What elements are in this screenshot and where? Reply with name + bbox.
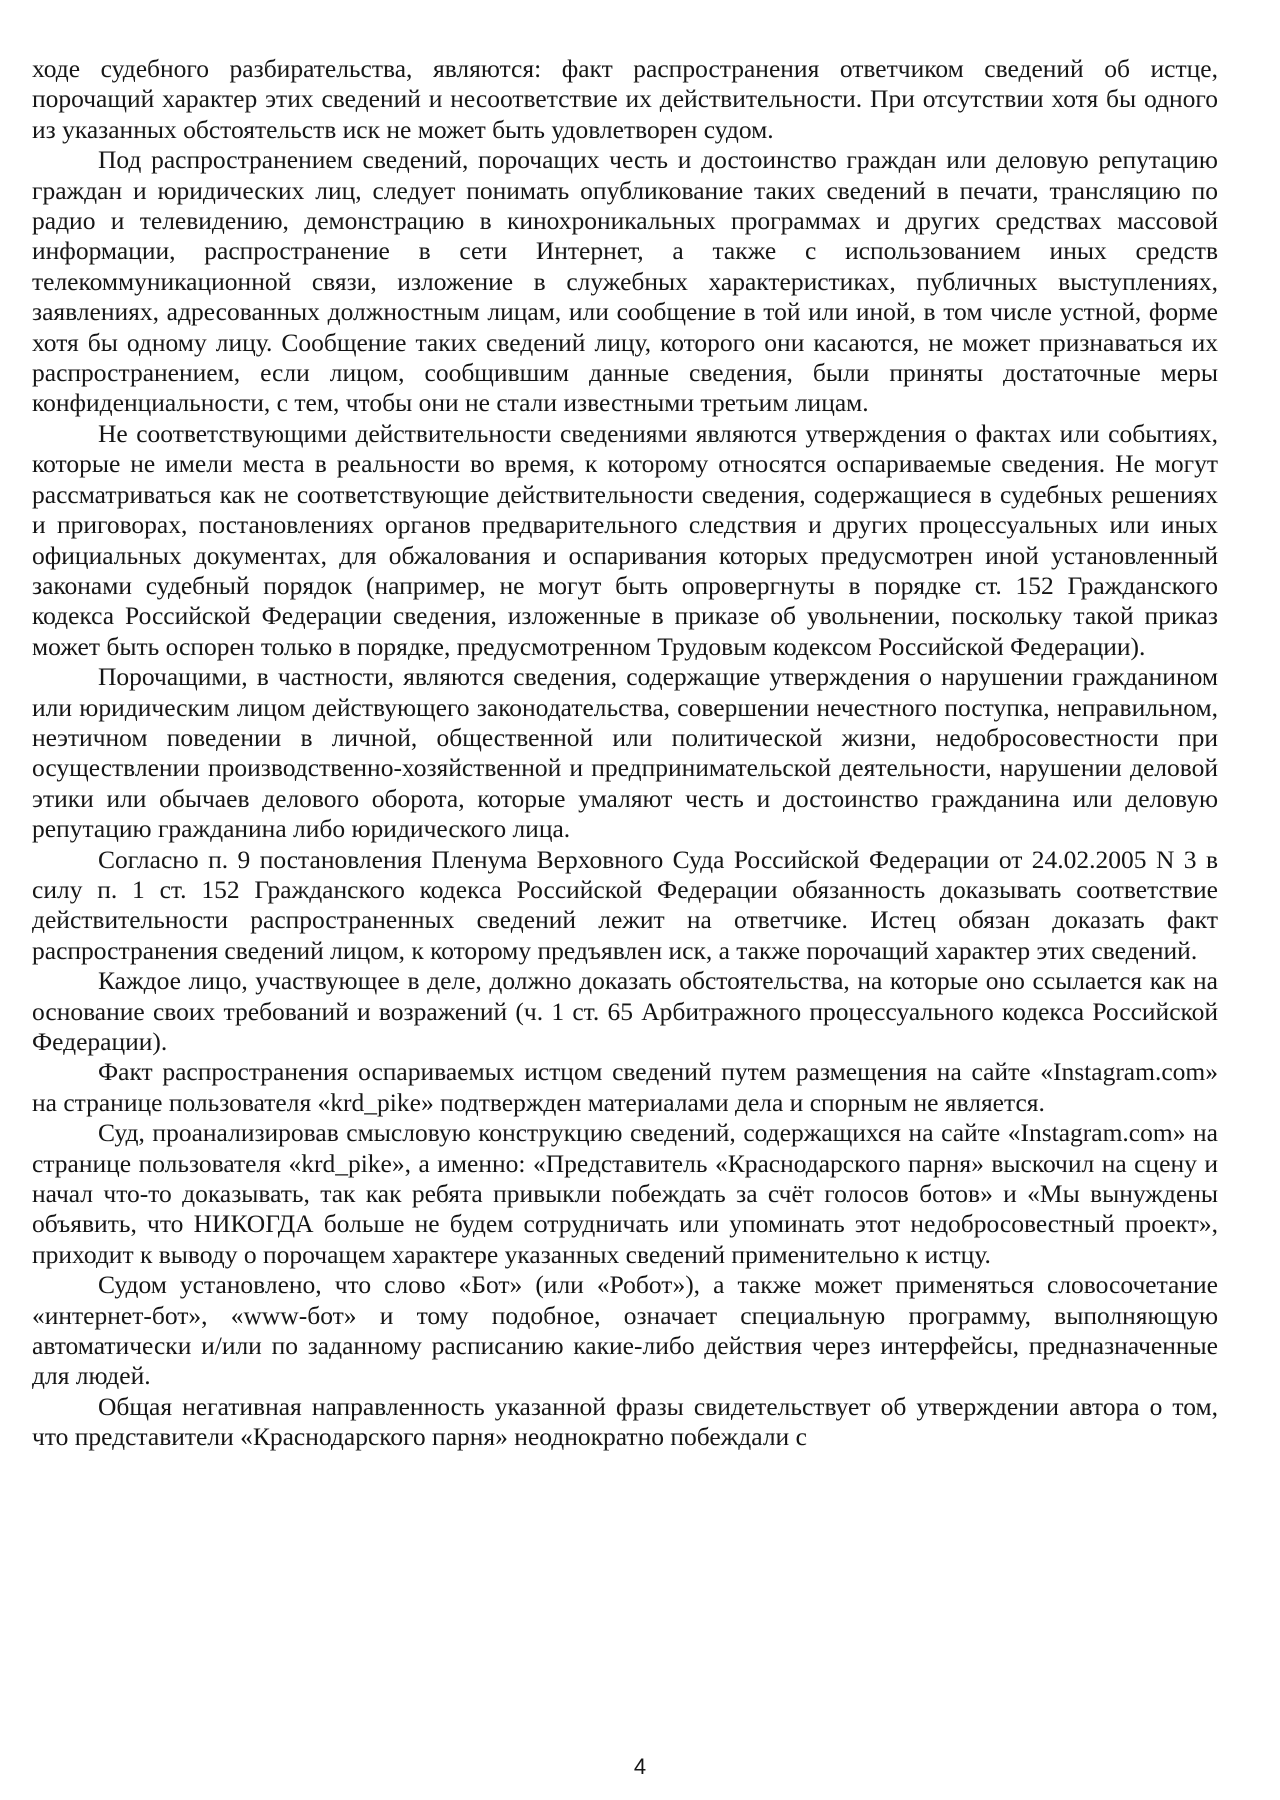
paragraph-fact-of-dissemination: Факт распространения оспариваемых истцом сведений путем размещения на сайте «Instagram.com» на странице пользователя «krd_pike» подтвержден материалами дела и спорным не является. xyxy=(32,1057,1218,1117)
paragraph-semantic-analysis: Суд, проанализировав смысловую конструкцию сведений, содержащихся на сайте «Instagram.com» на странице пользователя «krd_pike», а именно: «Представитель «Краснодарского парня» выскочил на сцену и начал что-то доказывать, так как ребята привыкли побеждать за счёт голосов ботов» и «Мы вынуждены объявить, что НИКОГДА больше не будем сотрудничать или упоминать этот недобросовестный проект», приходит к выводу о порочащем характере указанных сведений применительно к истцу. xyxy=(32,1118,1218,1269)
page-number: 4 xyxy=(633,1754,647,1779)
paragraph-dissemination-definition: Под распространением сведений, порочащих честь и достоинство граждан или деловую репутацию граждан и юридических лиц, следует понимать опубликование таких сведений в печати, трансляцию по радио и телевидению, демонстрацию в кинохроникальных программах и других средствах массовой информации, распространение в сети Интернет, а также с использованием иных средств телекоммуникационной связи, изложение в служебных характеристиках, публичных выступлениях, заявлениях, адресованных должностным лицам, или сообщение в той или иной, в том числе устной, форме хотя бы одному лицу. Сообщение таких сведений лицу, которого они касаются, не может признаваться их распространением, если лицом, сообщившим данные сведения, были приняты достаточные меры конфиденциальности, с тем, чтобы они не стали известными третьим лицам. xyxy=(32,145,1218,418)
paragraph-negative-direction: Общая негативная направленность указанной фразы свидетельствует об утверждении автора о том, что представители «Краснодарского парня» неоднократно побеждали с xyxy=(32,1391,1218,1452)
paragraph-burden-of-proof: Согласно п. 9 постановления Пленума Верховного Суда Российской Федерации от 24.02.2005 N 3 в силу п. 1 ст. 152 Гражданского кодекса Российской Федерации обязанность доказывать соответствие действительности распространенных сведений лежит на ответчике. Истец обязан доказать факт распространения сведений лицом, к которому предъявлен иск, а также порочащий характер этих сведений. xyxy=(32,844,1218,965)
paragraph-evidence-duty: Каждое лицо, участвующее в деле, должно доказать обстоятельства, на которые оно ссылается как на основание своих требований и возражений (ч. 1 ст. 65 Арбитражного процессуального кодекса Российской Федерации). xyxy=(32,966,1218,1056)
document-body xyxy=(32,54,1218,1453)
paragraph-bot-definition: Судом установлено, что слово «Бот» (или «Робот»), а также может применяться словосочетание «интернет-бот», «www-бот» и тому подобное, означает специальную программу, выполняющую автоматически и/или по заданному расписанию какие-либо действия через интерфейсы, предназначенные для людей. xyxy=(32,1270,1218,1391)
paragraph-untrue-information: Не соответствующими действительности сведениями являются утверждения о фактах или событиях, которые не имели места в реальности во время, к которому относятся оспариваемые сведения. Не могут рассматриваться как не соответствующие действительности сведения, содержащиеся в судебных решениях и приговорах, постановлениях органов предварительного следствия и других процессуальных или иных официальных документах, для обжалования и оспаривания которых предусмотрен иной установленный законами судебный порядок (например, не могут быть опровергнуты в порядке ст. 152 Гражданского кодекса Российской Федерации сведения, изложенные в приказе об увольнении, поскольку такой приказ может быть оспорен только в порядке, предусмотренном Трудовым кодексом Российской Федерации). xyxy=(32,418,1218,661)
paragraph-defamatory-information: Порочащими, в частности, являются сведения, содержащие утверждения о нарушении гражданином или юридическим лицом действующего законодательства, совершении нечестного поступка, неправильном, неэтичном поведении в личной, общественной или политической жизни, недобросовестности при осуществлении производственно-хозяйственной и предпринимательской деятельности, нарушении деловой этики или обычаев делового оборота, которые умаляют честь и достоинство гражданина или деловую репутацию гражданина либо юридического лица. xyxy=(32,662,1218,844)
paragraph-continuation: ходе судебного разбирательства, являются: факт распространения ответчиком сведений об истце, порочащий характер этих сведений и несоответствие их действительности. При отсутствии хотя бы одного из указанных обстоятельств иск не может быть удовлетворен судом. xyxy=(32,54,1218,144)
